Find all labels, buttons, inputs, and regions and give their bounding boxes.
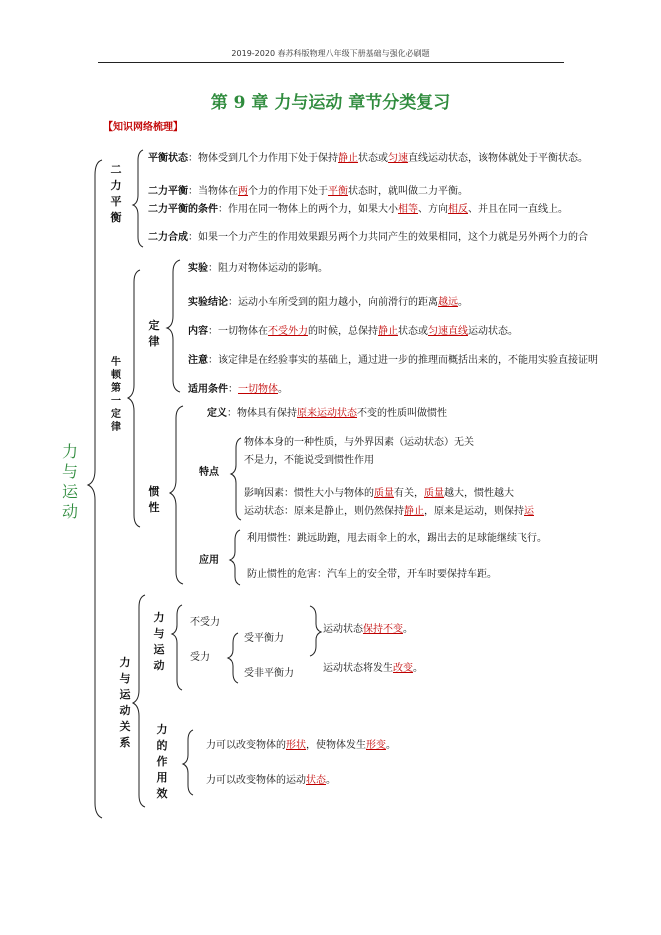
two-force-balance-line: 二力平衡：当物体在两个力的作用下处于平衡状态时，就叫做二力平衡。 — [148, 186, 468, 197]
erli-brace — [133, 150, 143, 247]
application-use: 利用惯性：跳远助跑，甩去雨伞上的水，踢出去的足球能继续飞行。 — [247, 533, 547, 544]
page-title: 第 9 章 力与运动 章节分类复习 — [210, 93, 451, 113]
balance-condition-line: 二力平衡的条件：作用在同一物体上的两个力，如果大小相等、方向相反、并且在同一直线上。 — [148, 204, 568, 215]
feature-1: 物体本身的一种性质，与外界因素（运动状态）无关 — [244, 437, 474, 448]
keep-brace — [310, 606, 321, 656]
blank-answer: 两 — [238, 186, 248, 197]
effect-shape-line: 力可以改变物体的形状，使物体发生形变。 — [206, 740, 396, 751]
blank-answer: 质量 — [424, 488, 444, 499]
relation-brace — [133, 595, 145, 807]
balanced-force-label: 受平衡力 — [244, 633, 284, 644]
state-change-line: 运动状态将发生改变。 — [323, 663, 423, 674]
application-label: 应用 — [199, 555, 219, 566]
unbalanced-force-label: 受非平衡力 — [244, 668, 294, 679]
blank-answer: 匀速直线 — [428, 326, 468, 337]
blank-answer: 原来运动状态 — [297, 408, 357, 419]
blank-answer: 静止 — [404, 506, 424, 517]
force-motion-label: 力与运动 — [153, 611, 165, 672]
law-content-line: 内容：一切物体在不受外力的时候，总保持静止状态或匀速直线运动状态。 — [188, 326, 518, 337]
force-composition-line: 二力合成：如果一个力产生的作用效果跟另两个力共同产生的效果相同，这个力就是另外两个力的合 — [148, 232, 588, 243]
relation-label: 力与运动关系 — [119, 656, 131, 749]
app-brace — [230, 530, 240, 585]
inertia-brace — [170, 406, 183, 584]
blank-answer: 越远 — [438, 297, 458, 308]
blank-answer: 静止 — [378, 326, 398, 337]
scope-line: 适用条件：一切物体。 — [188, 384, 288, 395]
balance-state-key: 平衡状态 — [148, 153, 188, 164]
root-label: 力与运动 — [61, 442, 78, 521]
blank-answer: 平衡 — [328, 186, 348, 197]
blank-answer: 运 — [524, 506, 534, 517]
blank-answer: 形状 — [286, 740, 306, 751]
blank-answer: 匀速 — [388, 153, 408, 164]
page-header: 2019-2020 春苏科版物理八年级下册基础与强化必刷题 — [231, 49, 430, 58]
section-heading: 【知识网络梳理】 — [103, 122, 183, 133]
application-prevent: 防止惯性的危害：汽车上的安全带，开车时要保持车距。 — [247, 569, 497, 580]
force-label: 受力 — [190, 652, 210, 663]
blank-answer: 相反 — [448, 204, 468, 215]
force-brace — [228, 633, 238, 683]
blank-answer: 状态 — [306, 775, 326, 786]
blank-answer: 一切物体 — [238, 384, 278, 395]
feature-2: 不是力，不能说受到惯性作用 — [244, 455, 374, 466]
blank-answer: 改变 — [393, 663, 413, 674]
blank-answer: 质量 — [374, 488, 394, 499]
inertia-definition-line: 定义：物体具有保持原来运动状态不变的性质叫做惯性 — [207, 408, 447, 419]
blank-answer: 形变 — [366, 740, 386, 751]
law-brace — [167, 260, 180, 392]
feature-3: 影响因素：惯性大小与物体的质量有关，质量越大，惯性越大 — [244, 488, 514, 499]
feature-label: 特点 — [199, 467, 219, 478]
no-force-label: 不受力 — [190, 617, 220, 628]
feature-brace — [231, 438, 241, 520]
root-brace — [88, 160, 102, 818]
blank-answer: 保持不变 — [363, 624, 403, 635]
note-line: 注意：该定律是在经验事实的基础上，通过进一步的推理而概括出来的，不能用实验直接证明 — [188, 355, 598, 366]
inertia-label: 惯性 — [148, 485, 160, 514]
blank-answer: 不受外力 — [268, 326, 308, 337]
experiment-line: 实验：阻力对物体运动的影响。 — [188, 263, 328, 274]
blank-answer: 静止 — [338, 153, 358, 164]
newton-brace — [128, 270, 140, 527]
erli-label: 二力平衡 — [110, 163, 122, 224]
force-effect-label: 力的作用效 — [156, 723, 168, 800]
state-keep-line: 运动状态保持不变。 — [323, 624, 413, 635]
newton-label: 牛顿第一定律 — [111, 357, 121, 433]
feature-4: 运动状态：原来是静止，则仍然保持静止，原来是运动，则保持运 — [244, 506, 534, 517]
balance-state-line: 平衡状态：物体受到几个力作用下处于保持静止状态或匀速直线运动状态，该物体就处于平衡状态。 — [148, 153, 588, 164]
effect-brace — [183, 730, 193, 795]
conclusion-line: 实验结论：运动小车所受到的阻力越小，向前滑行的距离越远。 — [188, 297, 468, 308]
law-label: 定律 — [148, 319, 160, 348]
motion-brace — [172, 605, 182, 690]
effect-motion-line: 力可以改变物体的运动状态。 — [206, 775, 336, 786]
blank-answer: 相等 — [398, 204, 418, 215]
